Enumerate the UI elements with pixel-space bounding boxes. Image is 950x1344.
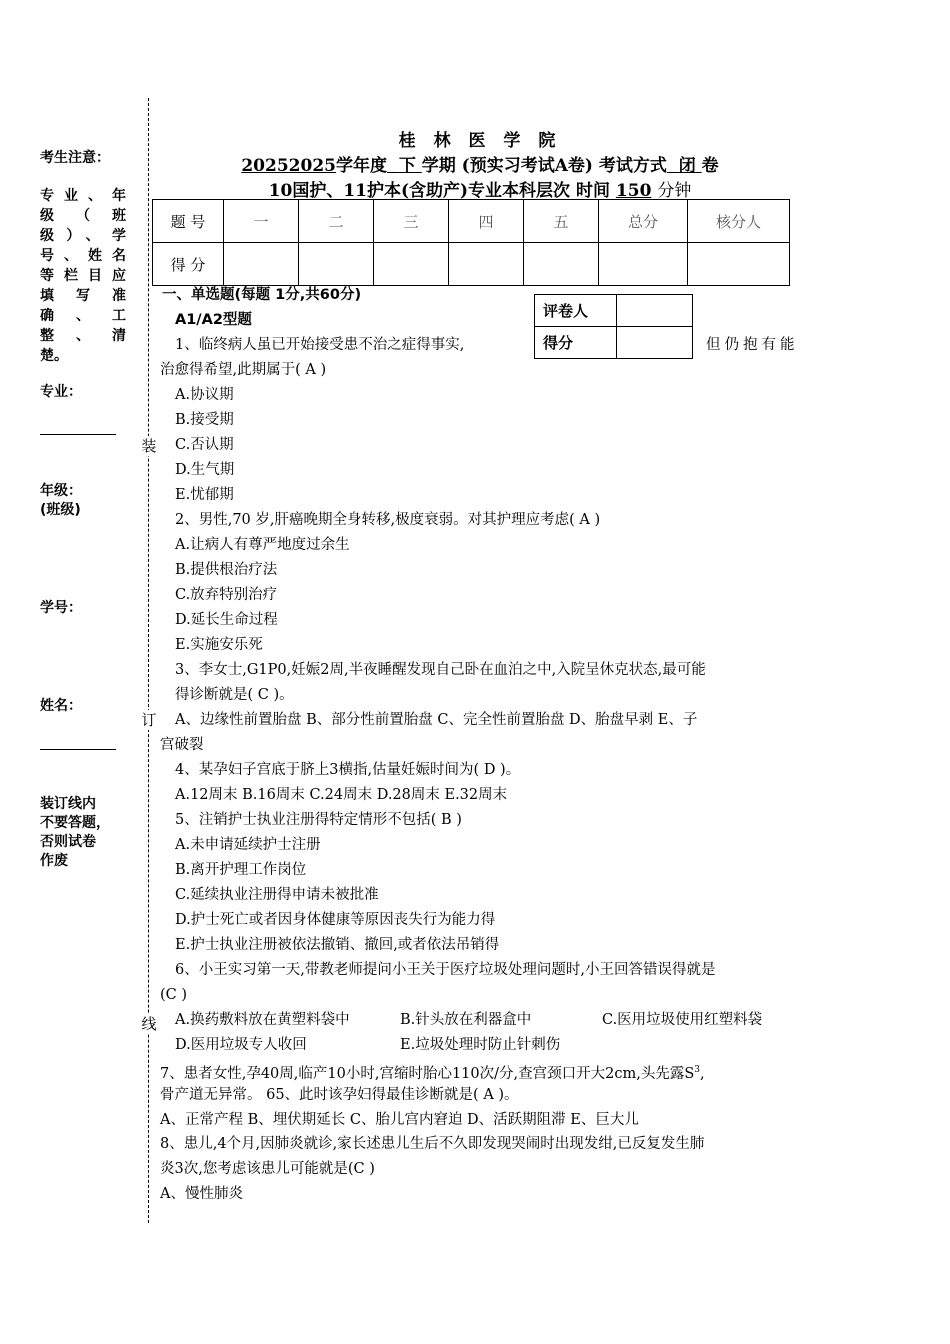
option-item: A.换药敷料放在黄塑料袋中 — [175, 1012, 350, 1028]
option-item: A、边缘性前置胎盘 B、部分性前置胎盘 C、完全性前置胎盘 D、胎盘早剥 E、子 — [175, 712, 698, 728]
option-item: C.医用垃圾使用红塑料袋 — [602, 1012, 763, 1028]
score-cell[interactable] — [524, 243, 599, 286]
binding-note: 否则试卷 — [40, 834, 96, 850]
question-text: 5、注销护士执业注册得特定情形不包括( B ) — [175, 812, 462, 828]
exam-time: 150 — [615, 181, 652, 201]
question-text: 8、患儿,4个月,因肺炎就诊,家长述患儿生后不久即发现哭闹时出现发绀,已反复发生肺 — [160, 1136, 705, 1152]
grader-label: 评卷人 — [535, 295, 617, 327]
option-item: A、慢性肺炎 — [160, 1186, 243, 1202]
option-item: D.生气期 — [175, 462, 235, 478]
score-cell[interactable] — [599, 243, 688, 286]
option-item: D.延长生命过程 — [175, 612, 278, 628]
option-item: E.垃圾处理时防止针刺伤 — [400, 1037, 561, 1053]
time-unit: 分钟 — [657, 181, 692, 201]
binding-line — [148, 98, 149, 1223]
notice-line: 确、工 — [40, 308, 126, 324]
question-text: 4、某孕妇子宫底于脐上3横指,估量妊娠时间为( D )。 — [175, 762, 521, 778]
grader-cell[interactable] — [617, 295, 693, 327]
option-item: C.延续执业注册得申请未被批准 — [175, 887, 379, 903]
score-cell[interactable] — [449, 243, 524, 286]
academic-year: 20252025 — [241, 156, 336, 176]
major-field-line[interactable] — [40, 434, 116, 435]
grade-label: 年级： — [40, 483, 82, 499]
binding-note: 作废 — [40, 853, 68, 869]
question-text: 1、临终病人虽已开始接受患不治之症得事实, — [175, 337, 465, 353]
class-info: 10国护、11护本(含助产)专业本科层次 时间 — [268, 181, 610, 201]
binding-note: 装订线内 — [40, 796, 96, 812]
binding-note: 不要答题， — [40, 815, 110, 831]
student-id-label: 学号： — [40, 600, 82, 616]
notice-title: 考生注意： — [40, 150, 110, 166]
exam-mode: 闭 — [678, 156, 696, 176]
notice-line: 号、姓名 — [40, 248, 126, 264]
class-label: (班级) — [40, 502, 81, 518]
option-item: 宫破裂 — [160, 737, 204, 753]
option-item: A.12周末 B.16周末 C.24周末 D.28周末 E.32周末 — [175, 787, 508, 803]
option-item: A.协议期 — [175, 387, 234, 403]
option-item: E.实施安乐死 — [175, 637, 263, 653]
option-item: C.放弃特别治疗 — [175, 587, 278, 603]
notice-line: 整、清 — [40, 328, 126, 344]
score-cell[interactable] — [224, 243, 299, 286]
question-text: 得诊断就是( C )。 — [175, 687, 294, 703]
year-suffix: 学年度 — [335, 156, 387, 176]
notice-line: 级（班 — [40, 208, 126, 224]
option-item: B.提供根治疗法 — [175, 562, 278, 578]
grader-score-cell[interactable] — [617, 327, 693, 359]
question-text: 骨产道无异常。 65、此时该孕妇得最佳诊断就是( A )。 — [160, 1087, 519, 1103]
notice-line: 等栏目应 — [40, 268, 126, 284]
exam-title: 学期 (预实习考试A卷) 考试方式 — [421, 156, 667, 176]
option-item: C.否认期 — [175, 437, 234, 453]
term: 下 — [398, 156, 416, 176]
notice-line: 填写准 — [40, 288, 126, 304]
score-header-cell: 五 — [524, 200, 599, 243]
score-header-cell: 核分人 — [688, 200, 790, 243]
option-item: B.针头放在利器盒中 — [400, 1012, 532, 1028]
score-row-label: 得 分 — [153, 243, 224, 286]
score-cell[interactable] — [299, 243, 374, 286]
grader-table — [534, 294, 693, 359]
question-text: 7、患者女性,孕40周,临产10小时,宫缩时胎心110次/分,查宫颈口开大2cm,头先露$S^3$, — [160, 1065, 705, 1082]
option-item: A、正常产程 B、埋伏期延长 C、胎儿宫内窘迫 D、活跃期阻滞 E、巨大儿 — [160, 1112, 639, 1128]
class-time-line — [150, 176, 810, 201]
question-text: 3、李女士,G1P0,妊娠2周,半夜睡醒发现自己卧在血泊之中,入院呈休克状态,最可能 — [175, 662, 706, 678]
school-name: 桂 林 医 学 院 — [398, 131, 562, 151]
option-item: B.离开护理工作岗位 — [175, 862, 307, 878]
exam-info-line — [150, 151, 810, 176]
option-item: E.忧郁期 — [175, 487, 234, 503]
score-header-cell: 二 — [299, 200, 374, 243]
score-header-cell: 三 — [374, 200, 449, 243]
notice-line: 楚。 — [40, 348, 68, 364]
option-item: A.未申请延续护士注册 — [175, 837, 321, 853]
notice-line: 专业、年 — [40, 188, 126, 204]
question-text: (C ) — [160, 987, 188, 1003]
question-text: 但仍抱有能 — [706, 337, 799, 353]
question-text: 2、男性,70 岁,肝癌晚期全身转移,极度衰弱。对其护理应考虑( A ) — [175, 512, 601, 528]
question-text: 炎3次,您考虑该患儿可能就是(C ) — [160, 1161, 375, 1177]
bind-char: 订 — [141, 711, 157, 729]
section-subtitle: A1/A2型题 — [175, 312, 252, 328]
question-text: 6、小王实习第一天,带教老师提问小王关于医疗垃圾处理问题时,小王回答错误得就是 — [175, 962, 716, 978]
option-item: E.护士执业注册被依法撤销、撤回,或者依法吊销得 — [175, 937, 500, 953]
exam-mode-suffix: 卷 — [701, 156, 719, 176]
score-header-cell: 四 — [449, 200, 524, 243]
bind-char: 装 — [141, 437, 157, 455]
notice-line: 级）、学 — [40, 228, 126, 244]
bind-char: 线 — [141, 1015, 157, 1033]
score-table — [152, 199, 790, 286]
major-label: 专业： — [40, 384, 82, 400]
score-header-cell: 总分 — [599, 200, 688, 243]
option-item: A.让病人有尊严地度过余生 — [175, 537, 350, 553]
question-text: 治愈得希望,此期属于( A ) — [160, 362, 327, 378]
option-item: D.护士死亡或者因身体健康等原因丧失行为能力得 — [175, 912, 496, 928]
score-cell[interactable] — [688, 243, 790, 286]
option-item: B.接受期 — [175, 412, 234, 428]
name-field-line[interactable] — [40, 749, 116, 750]
option-item: D.医用垃圾专人收回 — [175, 1037, 307, 1053]
score-header-cell: 题 号 — [153, 200, 224, 243]
grader-score-label: 得分 — [535, 327, 617, 359]
name-label: 姓名： — [40, 698, 82, 714]
section-title: 一、单选题(每题 1分,共60分) — [162, 287, 362, 303]
score-cell[interactable] — [374, 243, 449, 286]
score-header-cell: 一 — [224, 200, 299, 243]
